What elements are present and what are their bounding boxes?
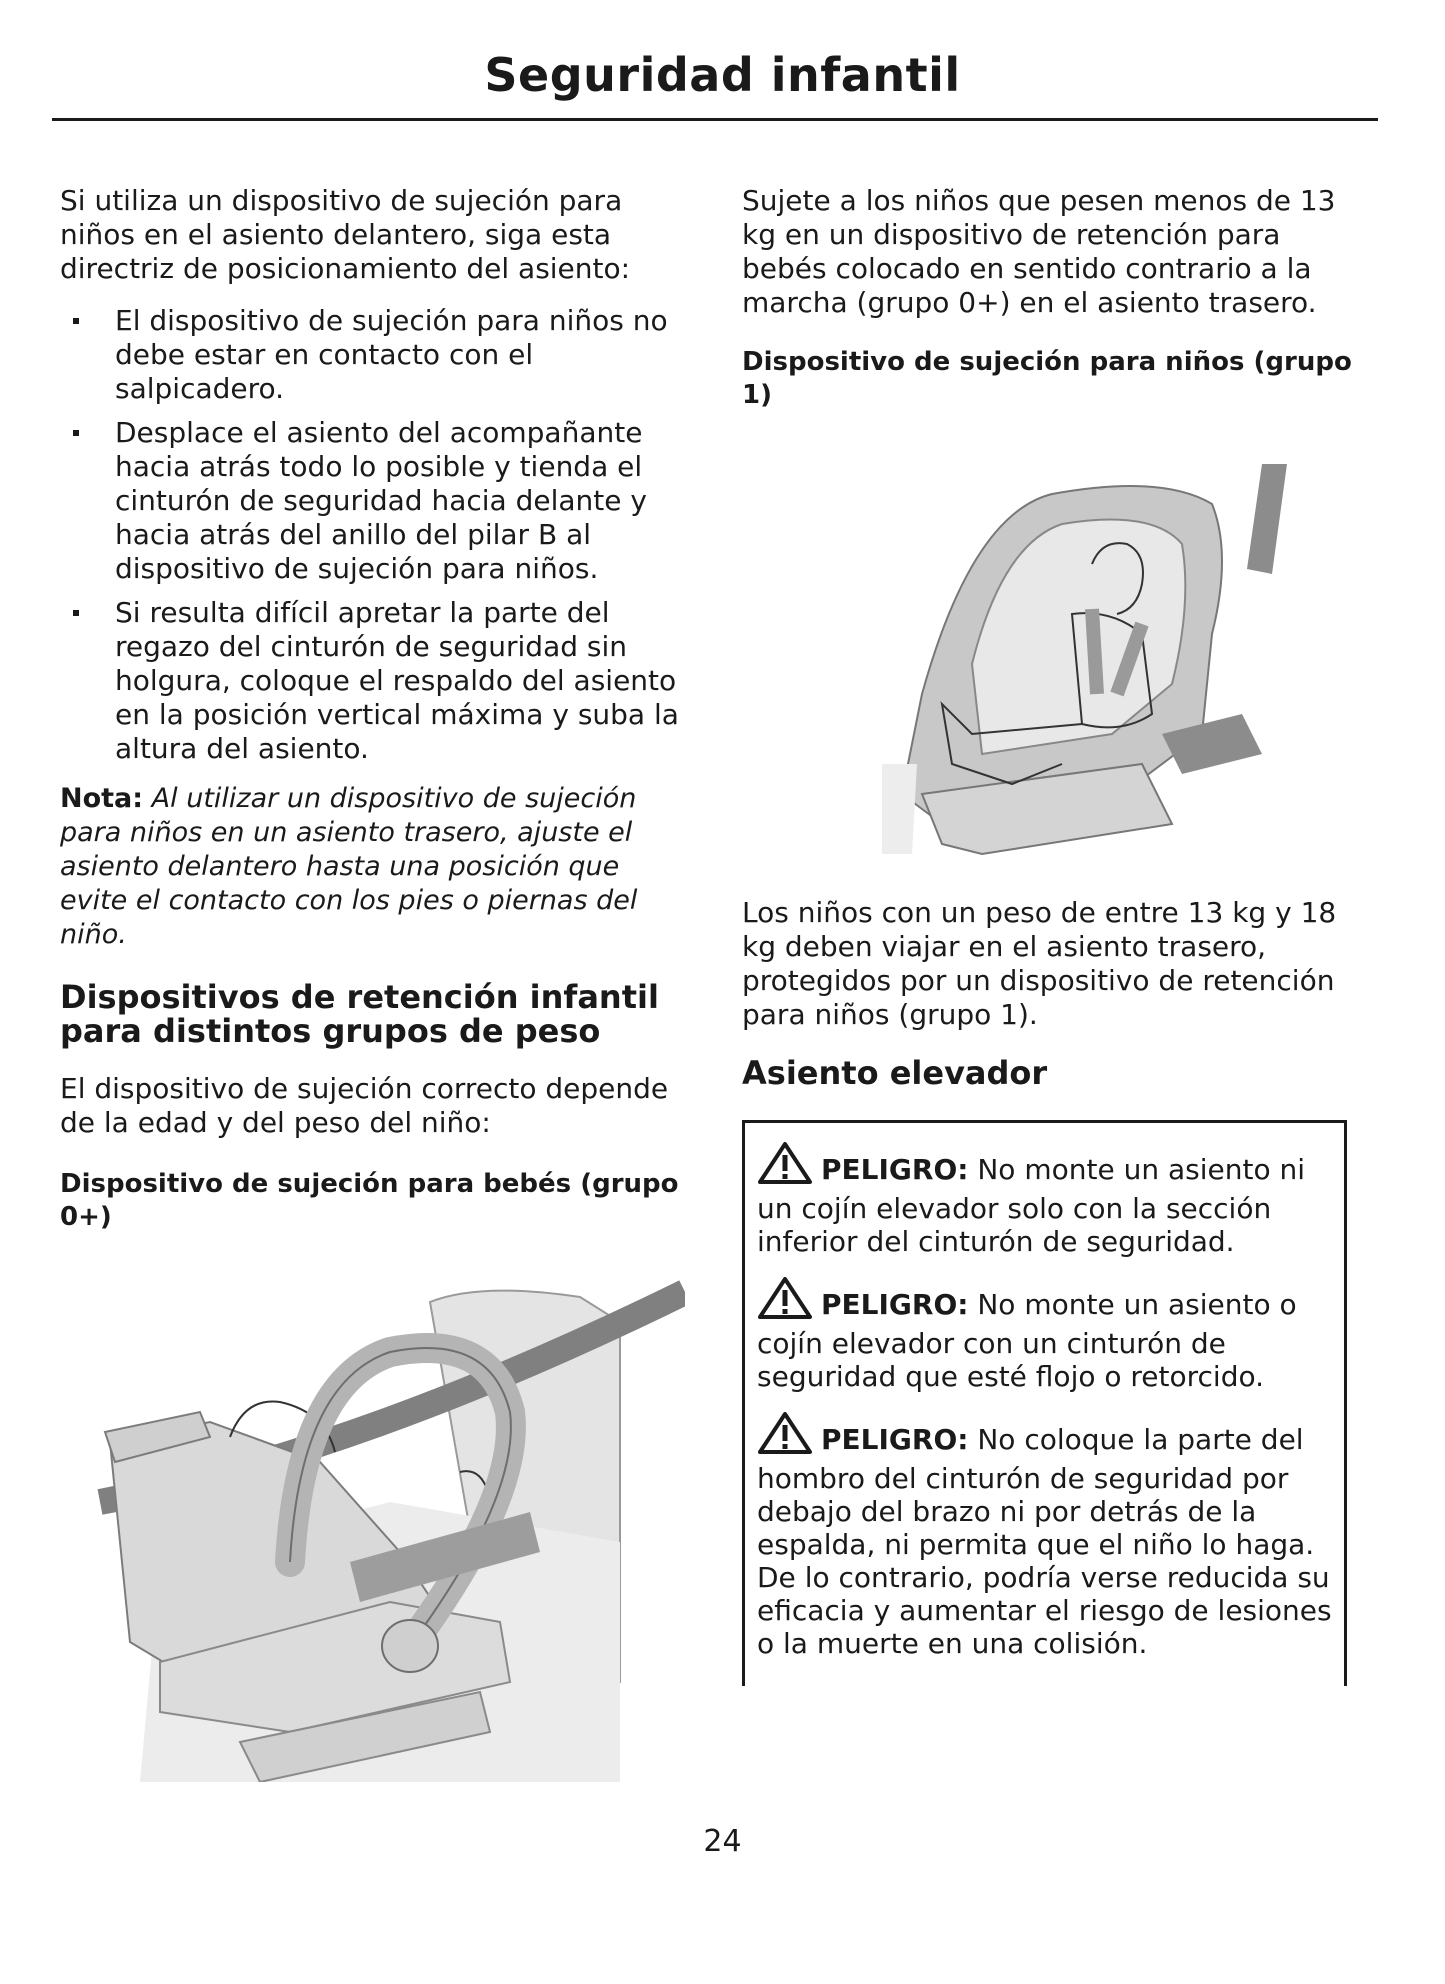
right-column (742, 184, 1362, 1686)
bullet-icon (73, 430, 79, 436)
warning-box (742, 1120, 1347, 1686)
page-number: 24 (703, 1824, 742, 1859)
warning-text: No monte un asiento ni un cojín elevador solo con la sección inferior del cinturón de seguridad. (757, 1153, 1306, 1258)
bullet-item: El dispositivo de sujeción para niños no debe estar en contacto con el salpicadero. (60, 304, 685, 406)
title-rule (52, 118, 1378, 121)
warning-item (757, 1411, 1332, 1660)
bullet-item: Desplace el asiento del acompañante hacia atrás todo lo posible y tienda el cinturón de seguridad hacia delante y hacia atrás del anillo del pilar B al dispositivo de sujeción para niños. (60, 416, 685, 586)
warning-triangle-icon (757, 1141, 813, 1192)
section-heading-booster: Asiento elevador (742, 1054, 1048, 1092)
left-intro: Si utiliza un dispositivo de sujeción para niños en el asiento delantero, siga esta directriz de posicionamiento del asiento: (60, 184, 631, 285)
section-heading-weight-groups: Dispositivos de retención infantil para distintos grupos de peso (60, 978, 659, 1050)
warning-label: PELIGRO: (821, 1288, 969, 1321)
positioning-bullets (60, 304, 685, 766)
subheading-group-0: Dispositivo de sujeción para bebés (grupo 0+) (60, 1169, 679, 1232)
left-column (60, 184, 685, 1782)
warning-triangle-icon (757, 1276, 813, 1327)
warning-label: PELIGRO: (821, 1423, 969, 1456)
warning-triangle-icon (757, 1411, 813, 1462)
warning-label: PELIGRO: (821, 1153, 969, 1186)
group-1-text: Los niños con un peso de entre 13 kg y 18 kg deben viajar en el asiento trasero, protegidos por un dispositivo de retención para niños (grupo 1). (742, 896, 1337, 1031)
warning-text: No monte un asiento o cojín elevador con un cinturón de seguridad que esté flojo o retorcido. (757, 1288, 1297, 1393)
note-text: Al utilizar un dispositivo de sujeción para niños en un asiento trasero, ajuste el asiento delantero hasta una posición que evite el contacto con los pies o piernas del niño. (60, 783, 638, 950)
bullet-icon (73, 610, 79, 616)
right-intro: Sujete a los niños que pesen menos de 13 kg en un dispositivo de retención para bebés colocado en sentido contrario a la marcha (grupo 0+) en el asiento trasero. (742, 184, 1336, 319)
subheading-group-1: Dispositivo de sujeción para niños (grupo 1) (742, 347, 1352, 410)
warning-item (757, 1276, 1332, 1393)
note-label: Nota: (60, 783, 144, 814)
warning-text: No coloque la parte del hombro del cinturón de seguridad por debajo del brazo ni por detrás de la espalda, ni permita que el niño lo haga. De lo contrario, podría verse reducida su eficacia y aumentar el riesgo de lesiones o la muerte en una colisión. (757, 1423, 1332, 1660)
page-title: Seguridad infantil (484, 48, 961, 102)
child-seat-illustration (742, 434, 1362, 874)
warning-item (757, 1141, 1332, 1258)
note (60, 782, 685, 952)
infant-seat-illustration (60, 1262, 685, 1782)
bullet-item: Si resulta difícil apretar la parte del regazo del cinturón de seguridad sin holgura, coloque el respaldo del asiento en la posición vertical máxima y suba la altura del asiento. (60, 596, 685, 766)
bullet-icon (73, 318, 79, 324)
weight-groups-text: El dispositivo de sujeción correcto depende de la edad y del peso del niño: (60, 1072, 669, 1139)
